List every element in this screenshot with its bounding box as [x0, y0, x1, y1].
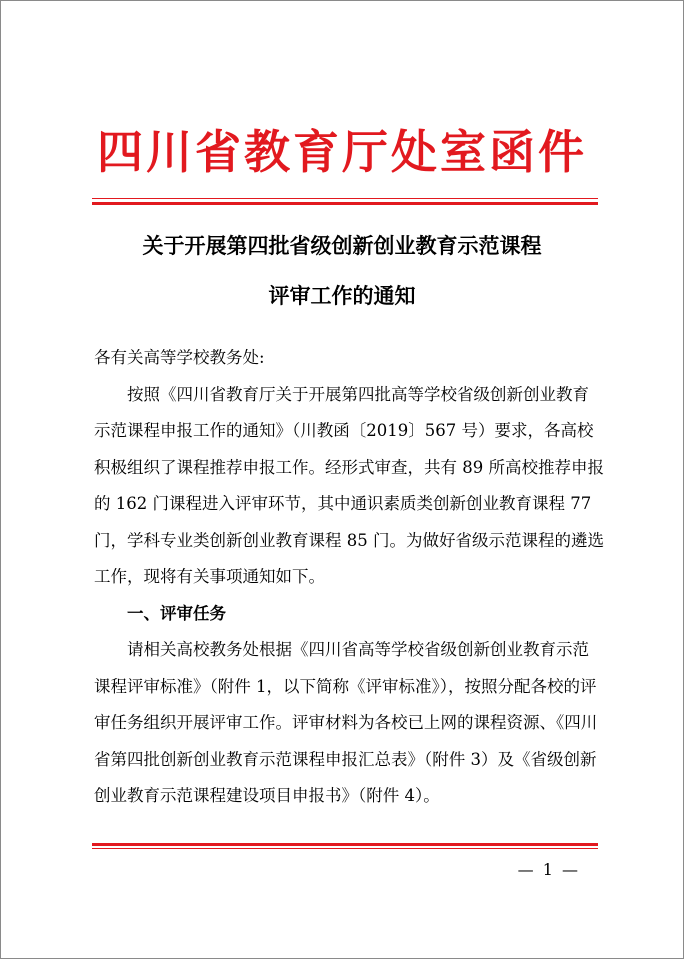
footer-divider-thin-line: [92, 848, 598, 849]
document-header-title: 四川省教育厅处室函件: [97, 125, 587, 179]
section-heading-review-tasks: 一、评审任务: [127, 603, 226, 623]
header-divider-thick-line: [92, 202, 598, 205]
header-divider: [92, 198, 598, 205]
paragraph-1: 按照《四川省教育厅关于开展第四批高等学校省级创新创业教育示范课程申报工作的通知》（川教函〔2019〕567 号）要求，各高校积极组织了课程推荐申报工作。经形式审查，共有 89 所高校推荐申报的 162 门课程进入评审环节，其中通识素质类创新创业教育课程 77 门，学科专业类创新创业教育课程 85 门。为做好省级示范课程的遴选工作，现将有关事项通知如下。: [94, 384, 604, 586]
footer-divider: [92, 843, 598, 849]
notice-title-line-1: 关于开展第四批省级创新创业教育示范课程: [142, 233, 542, 258]
notice-title-line-2: 评审工作的通知: [268, 283, 416, 308]
salutation: 各有关高等学校教务处:: [94, 348, 265, 367]
paragraph-2: 请相关高校教务处根据《四川省高等学校省级创新创业教育示范课程评审标准》（附件 1，以下简称《评审标准》），按照分配各校的评审任务组织开展评审工作。评审材料为各校已上网的课程资源、《四川省第四批创新创业教育示范课程申报汇总表》（附件 3）及《省级创新创业教育示范课程建设项目申报书》（附件 4）。: [94, 640, 598, 805]
header-divider-thin-line: [92, 198, 598, 199]
page-number: — 1 —: [517, 860, 580, 879]
notice-body: [94, 340, 604, 815]
footer-divider-thick-line: [92, 843, 598, 846]
